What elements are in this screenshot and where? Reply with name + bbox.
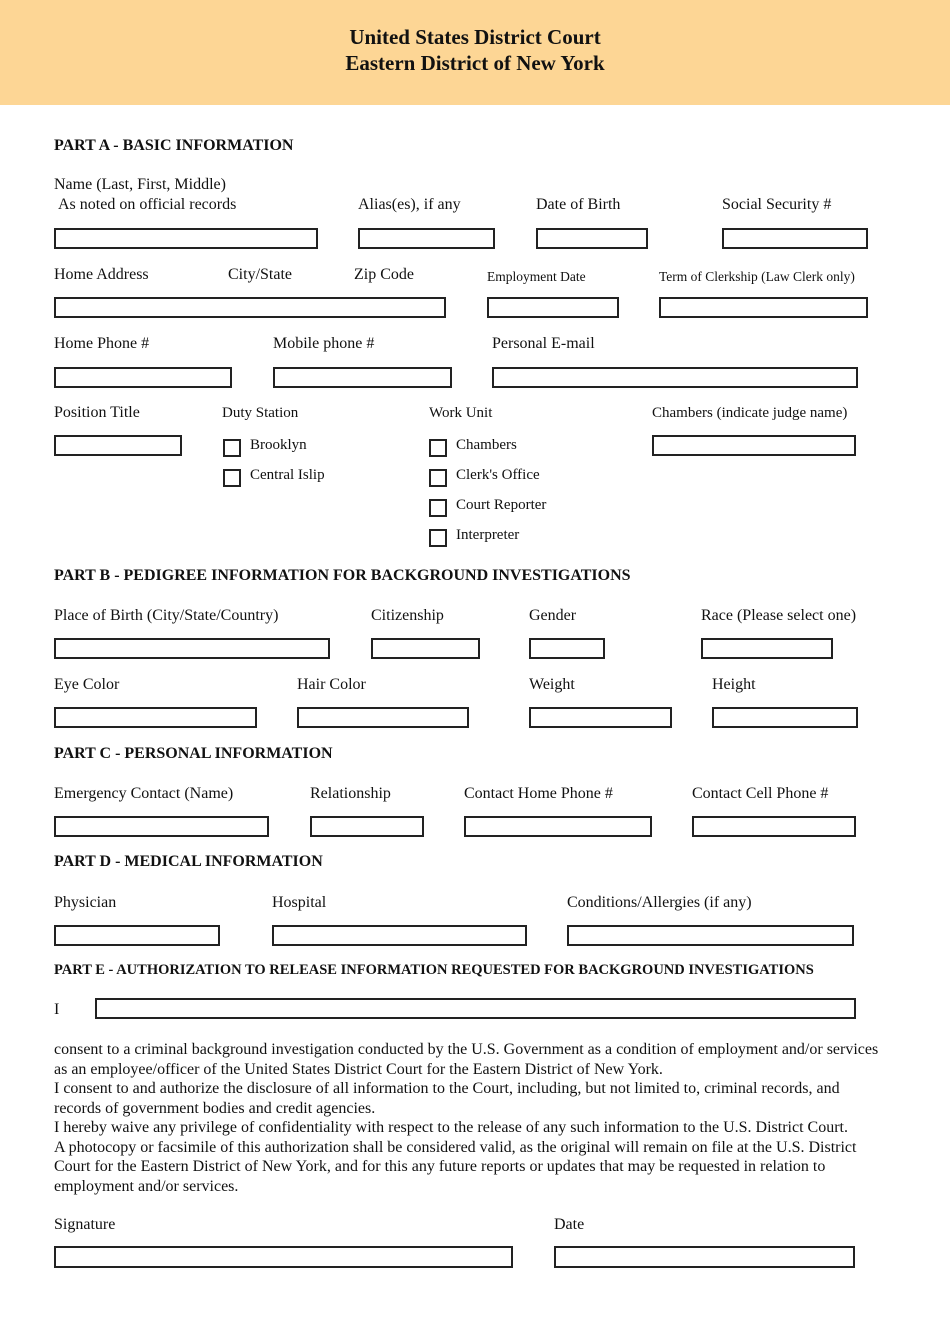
home-address-label: Home Address xyxy=(54,266,149,283)
position-title-label: Position Title xyxy=(54,404,140,421)
conditions-field[interactable] xyxy=(567,925,854,946)
chambers-judge-label: Chambers (indicate judge name) xyxy=(652,405,848,421)
hospital-field[interactable] xyxy=(272,925,527,946)
authorization-text xyxy=(54,1040,884,1196)
contact-cell-phone-label: Contact Cell Phone # xyxy=(692,785,829,802)
interpreter-checkbox[interactable] xyxy=(429,529,447,547)
authorization-paragraph: A photocopy or facsimile of this authorization shall be considered valid, as the original will remain on file at the U.S. District Court for the Eastern District of New York, and for this any future reports or updates that may be requested in relation to employment and/or services. xyxy=(54,1138,857,1195)
contact-cell-phone-field[interactable] xyxy=(692,816,856,837)
relationship-label: Relationship xyxy=(310,785,391,802)
date-label: Date xyxy=(554,1216,585,1233)
email-label: Personal E-mail xyxy=(492,335,595,352)
height-field[interactable] xyxy=(712,707,858,728)
central-islip-label: Central Islip xyxy=(250,467,325,483)
citizenship-field[interactable] xyxy=(371,638,480,659)
part-b-title: PART B - PEDIGREE INFORMATION FOR BACKGROUND INVESTIGATIONS xyxy=(54,567,631,584)
weight-label: Weight xyxy=(529,676,575,693)
authorization-paragraph: consent to a criminal background investigation conducted by the U.S. Government as a condition of employment and/or services as an employee/officer of the United States District Court for the Eastern District of New York. xyxy=(54,1041,879,1078)
email-field[interactable] xyxy=(492,367,858,388)
central-islip-checkbox[interactable] xyxy=(223,469,241,487)
eye-color-label: Eye Color xyxy=(54,676,120,693)
district-name: Eastern District of New York xyxy=(345,51,605,75)
hospital-label: Hospital xyxy=(272,894,327,911)
i-label: I xyxy=(54,1001,60,1018)
brooklyn-label: Brooklyn xyxy=(250,437,307,453)
name-sublabel: As noted on official records xyxy=(58,196,237,213)
chambers-checkbox[interactable] xyxy=(429,439,447,457)
weight-field[interactable] xyxy=(529,707,672,728)
dob-field[interactable] xyxy=(536,228,648,249)
clerks-office-label: Clerk's Office xyxy=(456,467,540,483)
hair-color-label: Hair Color xyxy=(297,676,366,693)
part-d-title: PART D - MEDICAL INFORMATION xyxy=(54,853,323,870)
race-label: Race (Please select one) xyxy=(701,607,857,624)
city-state-label: City/State xyxy=(228,266,292,283)
signature-field[interactable] xyxy=(54,1246,513,1268)
citizenship-label: Citizenship xyxy=(371,607,444,624)
zip-label: Zip Code xyxy=(354,266,414,283)
authorizing-name-field[interactable] xyxy=(95,998,856,1019)
alias-label: Alias(es), if any xyxy=(358,196,461,213)
ssn-label: Social Security # xyxy=(722,196,832,213)
interpreter-label: Interpreter xyxy=(456,527,520,543)
home-phone-label: Home Phone # xyxy=(54,335,150,352)
duty-station-label: Duty Station xyxy=(222,405,299,421)
place-of-birth-field[interactable] xyxy=(54,638,330,659)
alias-field[interactable] xyxy=(358,228,495,249)
relationship-field[interactable] xyxy=(310,816,424,837)
court-reporter-label: Court Reporter xyxy=(456,497,547,513)
physician-label: Physician xyxy=(54,894,117,911)
dob-label: Date of Birth xyxy=(536,196,621,213)
name-field[interactable] xyxy=(54,228,318,249)
signature-label: Signature xyxy=(54,1216,116,1233)
gender-field[interactable] xyxy=(529,638,605,659)
authorization-paragraph: I hereby waive any privilege of confidentiality with respect to the release of any such information to the U.S. District Court. xyxy=(54,1119,848,1136)
mobile-phone-field[interactable] xyxy=(273,367,452,388)
term-field[interactable] xyxy=(659,297,868,318)
chambers-option-label: Chambers xyxy=(456,437,517,453)
term-label: Term of Clerkship (Law Clerk only) xyxy=(659,269,855,284)
signature-date-field[interactable] xyxy=(554,1246,855,1268)
mobile-phone-label: Mobile phone # xyxy=(273,335,375,352)
court-reporter-checkbox[interactable] xyxy=(429,499,447,517)
gender-label: Gender xyxy=(529,607,577,624)
position-title-field[interactable] xyxy=(54,435,182,456)
name-label: Name (Last, First, Middle) xyxy=(54,176,226,193)
place-of-birth-label: Place of Birth (City/State/Country) xyxy=(54,607,279,624)
chambers-judge-field[interactable] xyxy=(652,435,856,456)
race-field[interactable] xyxy=(701,638,833,659)
part-e-title: PART E - AUTHORIZATION TO RELEASE INFORMATION REQUESTED FOR BACKGROUND INVESTIGATIONS xyxy=(54,962,814,978)
eye-color-field[interactable] xyxy=(54,707,257,728)
height-label: Height xyxy=(712,676,756,693)
ssn-field[interactable] xyxy=(722,228,868,249)
brooklyn-checkbox[interactable] xyxy=(223,439,241,457)
hair-color-field[interactable] xyxy=(297,707,469,728)
authorization-paragraph: I consent to and authorize the disclosure of all information to the Court, including, but not limited to, criminal records, and records of government bodies and credit agencies. xyxy=(54,1080,840,1117)
emergency-contact-field[interactable] xyxy=(54,816,269,837)
part-c-title: PART C - PERSONAL INFORMATION xyxy=(54,745,333,762)
physician-field[interactable] xyxy=(54,925,220,946)
part-a-title: PART A - BASIC INFORMATION xyxy=(54,137,294,154)
home-address-field[interactable] xyxy=(54,297,446,318)
home-phone-field[interactable] xyxy=(54,367,232,388)
form-header xyxy=(0,0,950,105)
emergency-contact-label: Emergency Contact (Name) xyxy=(54,785,234,802)
clerks-office-checkbox[interactable] xyxy=(429,469,447,487)
employment-date-field[interactable] xyxy=(487,297,619,318)
contact-home-phone-label: Contact Home Phone # xyxy=(464,785,613,802)
conditions-label: Conditions/Allergies (if any) xyxy=(567,894,752,911)
work-unit-label: Work Unit xyxy=(429,405,493,421)
employment-date-label: Employment Date xyxy=(487,269,586,284)
court-name: United States District Court xyxy=(349,25,601,49)
contact-home-phone-field[interactable] xyxy=(464,816,652,837)
